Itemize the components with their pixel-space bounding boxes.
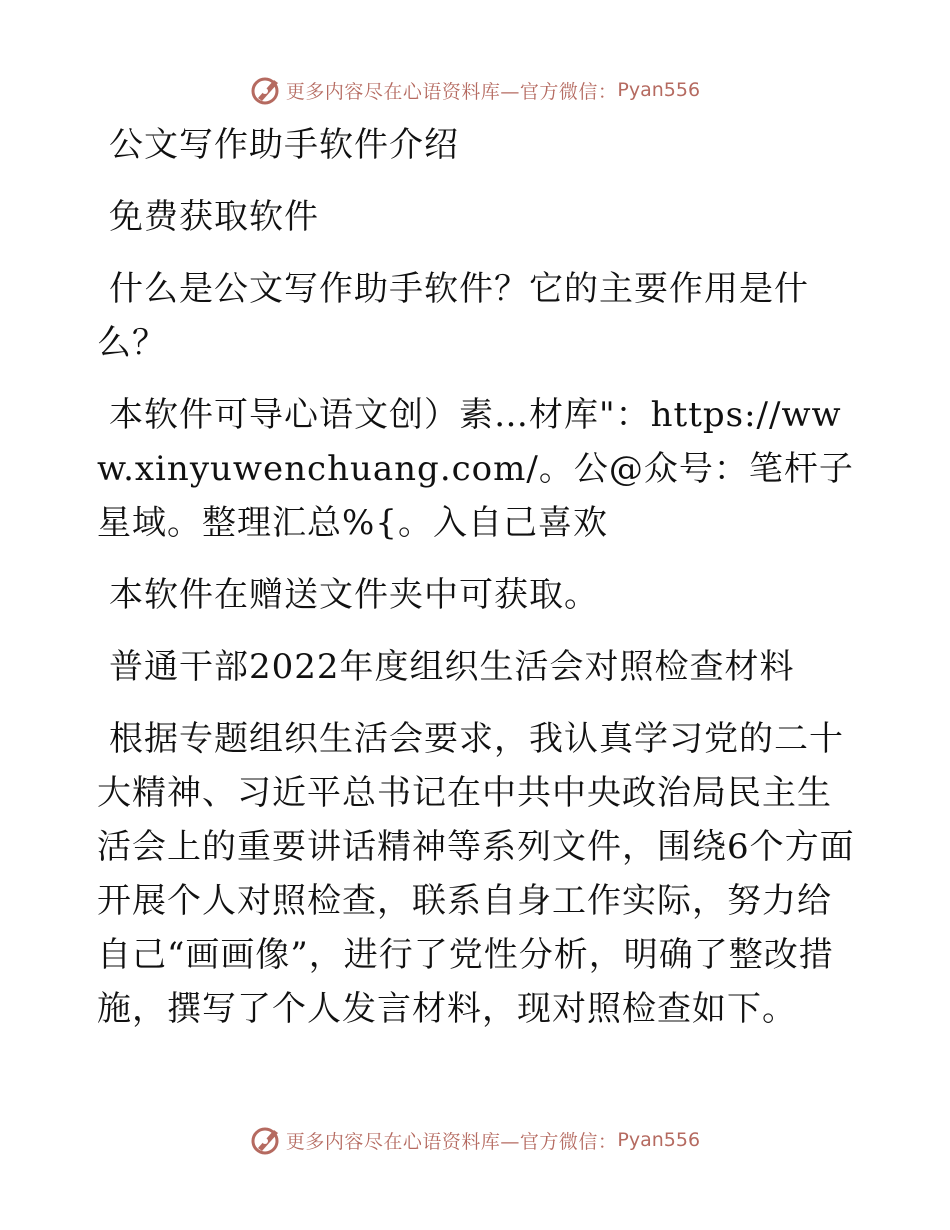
footer-banner-text: 更多内容尽在心语资料库—官方微信： (285, 1130, 618, 1153)
document-body (97, 118, 857, 1054)
paragraph-body: 根据专题组织生活会要求，我认真学习党的二十大精神、习近平总书记在中共中央政治局民主生活会上的重要讲话精神等系列文件，围绕6个方面开展个人对照检查，联系自身工作实际，努力给自己“画画像”，进行了党性分析，明确了整改措施，撰写了个人发言材料，现对照检查如下。 (97, 719, 855, 1029)
pen-logo-icon (250, 74, 282, 106)
pen-logo-icon (250, 1124, 282, 1156)
header-banner-text: 更多内容尽在心语资料库—官方微信： (285, 80, 618, 103)
footer-banner (0, 1120, 950, 1160)
header-banner (0, 70, 950, 110)
paragraph-intro-title: 公文写作助手软件介绍 (109, 125, 459, 165)
paragraph-source-info: 本软件可导心语文创）素…材库"：https://www.xinyuwenchuang.com/。公@众号：笔杆子星域。整理汇总%{。入自己喜欢 (97, 395, 854, 543)
footer-banner-id: Pyan556 (617, 1129, 701, 1151)
header-banner-id: Pyan556 (617, 79, 701, 101)
paragraph-free-download: 免费获取软件 (109, 197, 319, 237)
paragraph-question: 什么是公文写作助手软件？它的主要作用是什么？ (97, 269, 809, 363)
paragraph-doc-title: 普通干部2022年度组织生活会对照检查材料 (109, 647, 795, 687)
paragraph-gift-folder: 本软件在赠送文件夹中可获取。 (109, 575, 599, 615)
